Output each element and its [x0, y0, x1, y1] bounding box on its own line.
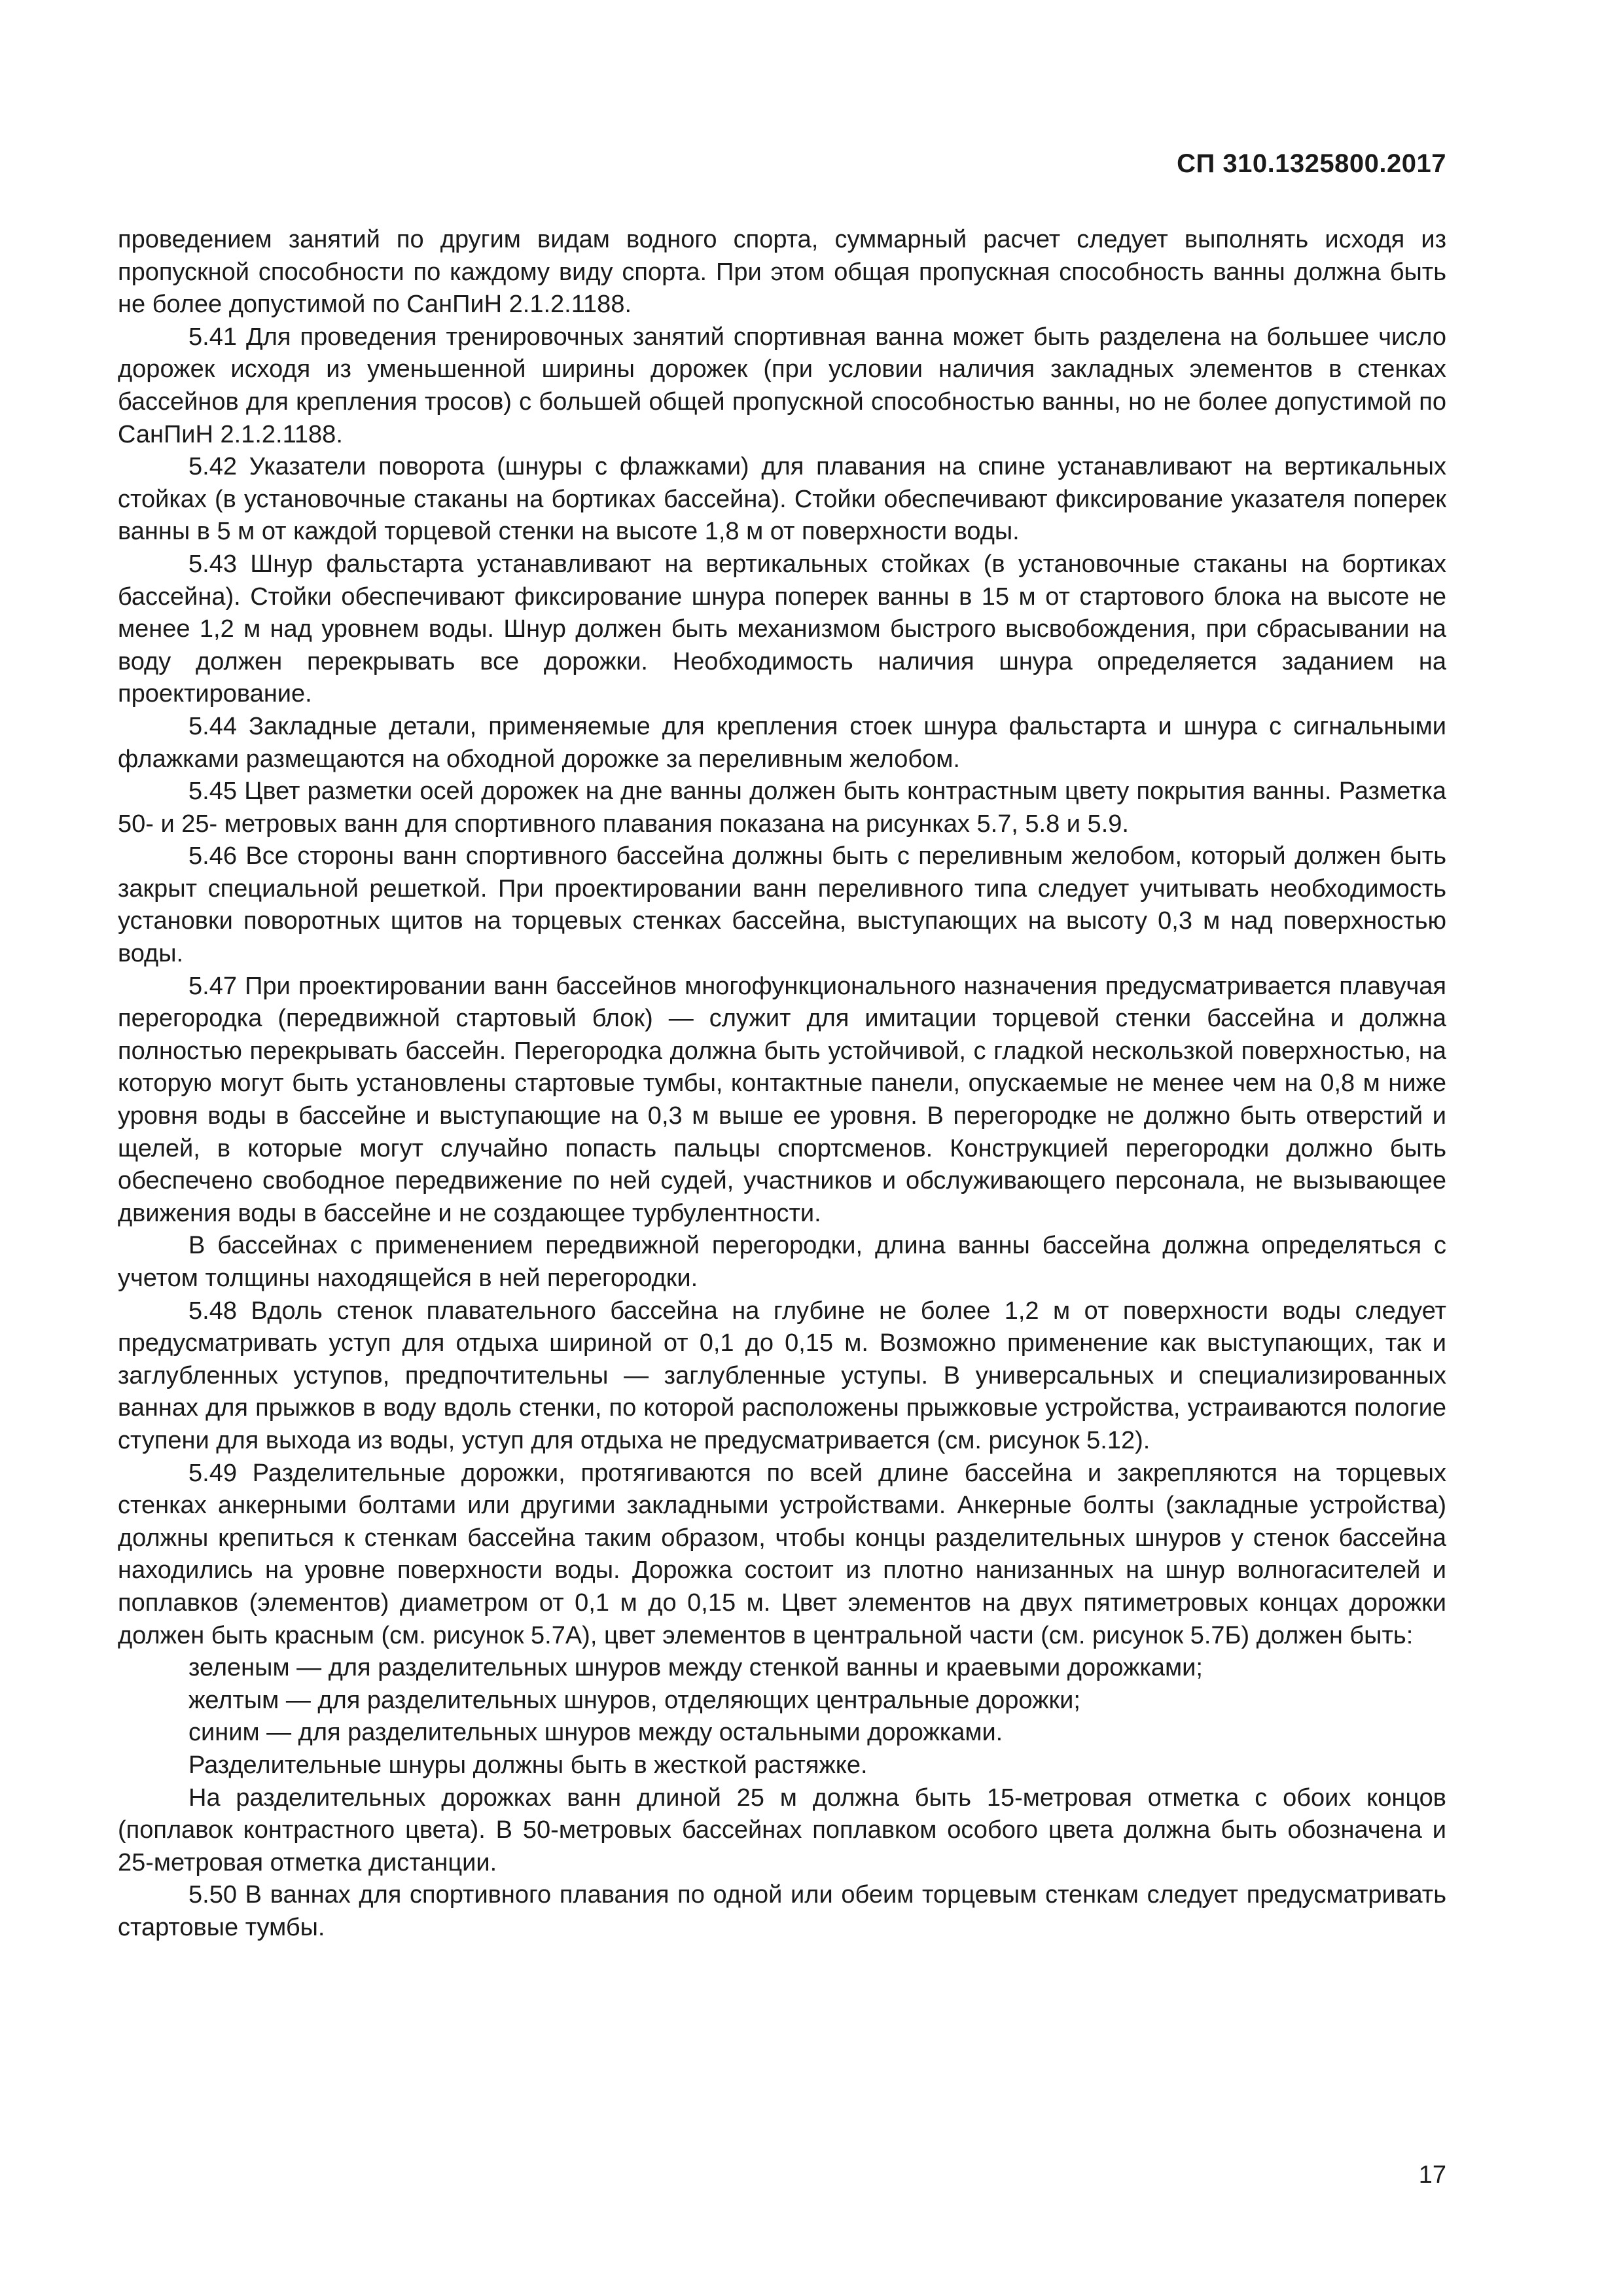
list-item: желтым — для разделительных шнуров, отделяющих центральные дорожки; — [188, 1686, 1080, 1714]
document-code-header: СП 310.1325800.2017 — [1177, 149, 1446, 178]
page-number: 17 — [1418, 2161, 1446, 2189]
paragraph: 5.47 При проектировании ванн бассейнов многофункционального назначения предусматривается плавучая перегородка (передвижной стартовый блок) — служит для имитации торцевой стенки бассейна и должна полностью перекрывать бассейн. Перегородка должна быть устойчивой, с гладкой нескользкой поверхностью, на которую могут быть установлены стартовые тумбы, контактные панели, опускаемые не менее чем на 0,8 м ниже уровня воды в бассейне и выступающие на 0,3 м выше ее уровня. В перегородке не должно быть отверстий и щелей, в которые могут случайно попасть пальцы спортсменов. Конструкцией перегородки должно быть обеспечено свободное передвижение по ней судей, участников и обслуживающего персонала, не вызывающее движения воды в бассейне и не создающее турбулентности. — [118, 972, 1446, 1227]
paragraph: 5.46 Все стороны ванн спортивного бассейна должны быть с переливным желобом, который должен быть закрыт специальной решеткой. При проектировании ванн переливного типа следует учитывать необходимость установки поворотных щитов на торцевых стенках бассейна, выступающих на высоту 0,3 м над поверхностью воды. — [118, 842, 1446, 968]
paragraph: Разделительные шнуры должны быть в жесткой растяжке. — [188, 1751, 868, 1779]
paragraph: 5.50 В ваннах для спортивного плавания по одной или обеим торцевым стенкам следует предусматривать стартовые тумбы. — [118, 1881, 1446, 1941]
paragraph: 5.41 Для проведения тренировочных занятий спортивная ванна может быть разделена на большее число дорожек исходя из уменьшенной ширины дорожек (при условии наличия закладных элементов в стенках бассейнов для крепления тросов) с большей общей пропускной способностью ванны, но не более допустимой по СанПиН 2.1.2.1188. — [118, 323, 1446, 448]
paragraph: В бассейнах с применением передвижной перегородки, длина ванны бассейна должна определяться с учетом толщины находящейся в ней перегородки. — [118, 1232, 1446, 1292]
paragraph: На разделительных дорожках ванн длиной 25 м должна быть 15-метровая отметка с обоих концов (поплавок контрастного цвета). В 50-метровых бассейнах поплавком особого цвета должна быть обозначена и 25-метровая отметка дистанции. — [118, 1784, 1446, 1876]
paragraph: 5.42 Указатели поворота (шнуры с флажками) для плавания на спине устанавливают на вертикальных стойках (в установочные стаканы на бортиках бассейна). Стойки обеспечивают фиксирование указателя поперек ванны в 5 м от каждой торцевой стенки на высоте 1,8 м от поверхности воды. — [118, 453, 1446, 546]
list-item: синим — для разделительных шнуров между остальными дорожками. — [188, 1719, 1003, 1747]
paragraph: 5.49 Разделительные дорожки, протягиваются по всей длине бассейна и закрепляются на торцевых стенках анкерными болтами или другими закладными устройствами. Анкерные болты (закладные устройства) должны крепиться к стенкам бассейна таким образом, чтобы концы разделительных шнуров у стенок бассейна находились на уровне поверхности воды. Дорожка состоит из плотно нанизанных на шнур волногасителей и поплавков (элементов) диаметром от 0,1 м до 0,15 м. Цвет элементов на двух пятиметровых концах дорожки должен быть красным (см. рисунок 5.7А), цвет элементов в центральной части (см. рисунок 5.7Б) должен быть: — [118, 1459, 1446, 1649]
paragraph: 5.48 Вдоль стенок плавательного бассейна на глубине не более 1,2 м от поверхности воды следует предусматривать уступ для отдыха шириной от 0,1 до 0,15 м. Возможно применение как выступающих, так и заглубленных уступов, предпочтительны — заглубленные уступы. В универсальных и специализированных ваннах для прыжков в воду вдоль стенки, по которой расположены прыжковые устройства, устраиваются пологие ступени для выхода из воды, уступ для отдыха не предусматривается (см. рисунок 5.12). — [118, 1297, 1446, 1454]
document-body — [118, 224, 1446, 1944]
paragraph: 5.44 Закладные детали, применяемые для крепления стоек шнура фальстарта и шнура с сигнальными флажками размещаются на обходной дорожке за переливным желобом. — [118, 712, 1446, 773]
list-item: зеленым — для разделительных шнуров между стенкой ванны и краевыми дорожками; — [188, 1654, 1203, 1682]
paragraph: 5.45 Цвет разметки осей дорожек на дне ванны должен быть контрастным цвету покрытия ванны. Разметка 50- и 25- метровых ванн для спортивного плавания показана на рисунках 5.7, 5.8 и 5.9. — [118, 778, 1446, 838]
paragraph: 5.43 Шнур фальстарта устанавливают на вертикальных стойках (в установочные стаканы на бортиках бассейна). Стойки обеспечивают фиксирование шнура поперек ванны в 15 м от стартового блока на высоте не менее 1,2 м над уровнем воды. Шнур должен быть механизмом быстрого высвобождения, при сбрасывании на воду должен перекрывать все дорожки. Необходимость наличия шнура определяется заданием на проектирование. — [118, 550, 1446, 708]
paragraph: проведением занятий по другим видам водного спорта, суммарный расчет следует выполнять исходя из пропускной способности по каждому виду спорта. При этом общая пропускная способность ванны должна быть не более допустимой по СанПиН 2.1.2.1188. — [118, 226, 1446, 319]
